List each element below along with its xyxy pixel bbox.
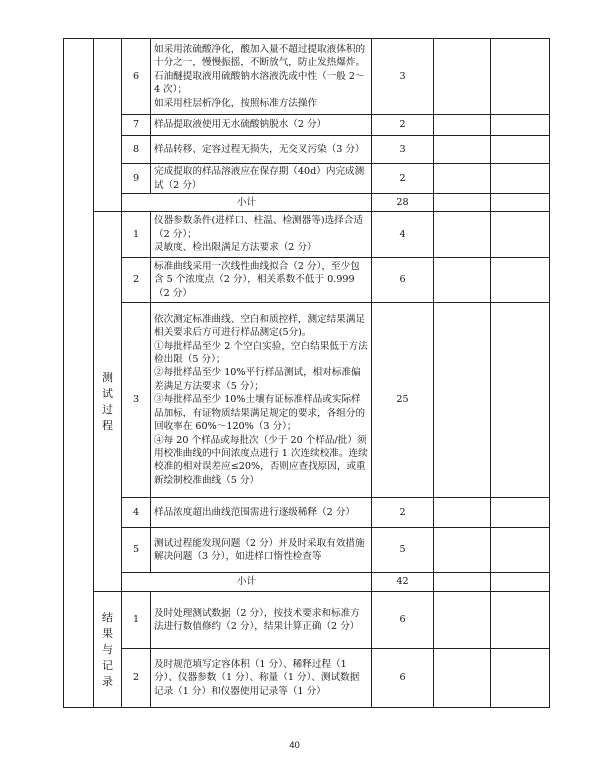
- section-char: 录: [102, 674, 113, 688]
- page-number: 40: [289, 740, 300, 751]
- item-number: 1: [122, 592, 151, 649]
- blank-cell: [434, 573, 491, 592]
- item-score: 4: [372, 212, 434, 258]
- item-score: 6: [372, 258, 434, 303]
- blank-cell: [434, 649, 491, 708]
- blank-cell: [491, 136, 550, 164]
- item-content: 标准曲线采用一次线性曲线拟合（2 分），至少包含 5 个浓度点（2 分），相关系数不低于 0.999（2 分）: [151, 258, 372, 303]
- blank-cell: [491, 592, 550, 649]
- section-char: 记: [102, 658, 113, 672]
- blank-cell: [491, 39, 550, 115]
- table-row: [64, 164, 550, 194]
- item-score: 6: [372, 649, 434, 708]
- blank-cell: [491, 498, 550, 528]
- table-row: [64, 592, 550, 649]
- item-number: 2: [122, 649, 151, 708]
- subtotal-row: [64, 573, 550, 592]
- blank-cell: [434, 212, 491, 258]
- outer-left-cell: [64, 39, 94, 708]
- item-content: 如采用浓硫酸净化，酸加入量不超过提取液体积的十分之一，慢慢振摇，不断放气，防止发热爆炸。石油醚提取液用硫酸钠水溶液洗成中性（一般 2～4 次）； 如采用柱层析净化，按照标准方法操作: [151, 39, 372, 115]
- item-content: 依次测定标准曲线、空白和质控样，测定结果满足相关要求后方可进行样品测定(5分)。 ①每批样品至少 2 个空白实验，空白结果低于方法检出限（5 分）； ②每批样品至少 10%平行样品测试，相对标准偏差满足方法要求（5 分）； ③每批样品至少 10%土壤有证标准样品或实际样品加标，有证物质结果满足规定的要求，各组分的回收率在 60%～120%（3 分）； ④每 20 个样品或每批次（少于 20 个样品/批）须用校准曲线的中间浓度点进行 1 次连续校准。连续校准的相对误差应≤20%，否则应查找原因，或重新绘制校准曲线（5 分）: [151, 303, 372, 498]
- scoring-table: [63, 38, 550, 708]
- item-score: 3: [372, 136, 434, 164]
- section-label-results: [94, 592, 122, 708]
- item-number: 1: [122, 212, 151, 258]
- section-char: 过: [102, 402, 113, 416]
- section-cell-prep: [94, 39, 122, 212]
- blank-cell: [434, 115, 491, 136]
- item-content: 完成提取的样品溶液应在保存期（40d）内完成测试（2 分）: [151, 164, 372, 194]
- item-content: 仪器参数条件(进样口、柱温、检测器等)选择合适（2 分）； 灵敏度、检出限满足方法要求（2 分）: [151, 212, 372, 258]
- table-row: [64, 528, 550, 573]
- section-char: 结: [102, 610, 113, 624]
- item-score: 6: [372, 592, 434, 649]
- item-score: 5: [372, 528, 434, 573]
- table-row: [64, 39, 550, 115]
- section-char: 果: [102, 626, 113, 640]
- blank-cell: [434, 528, 491, 573]
- item-number: 9: [122, 164, 151, 194]
- blank-cell: [491, 115, 550, 136]
- blank-cell: [491, 194, 550, 212]
- blank-cell: [491, 573, 550, 592]
- item-content: 测试过程能发现问题（2 分）并及时采取有效措施解决问题（3 分），如进样口惰性检查等: [151, 528, 372, 573]
- blank-cell: [491, 528, 550, 573]
- item-number: 3: [122, 303, 151, 498]
- section-char: 与: [102, 642, 113, 656]
- section-label-testing: [94, 212, 122, 592]
- blank-cell: [434, 194, 491, 212]
- item-score: 25: [372, 303, 434, 498]
- item-score: 2: [372, 498, 434, 528]
- blank-cell: [434, 39, 491, 115]
- blank-cell: [491, 212, 550, 258]
- subtotal-value: 42: [372, 573, 434, 592]
- blank-cell: [434, 303, 491, 498]
- item-score: 3: [372, 39, 434, 115]
- item-number: 5: [122, 528, 151, 573]
- table-row: [64, 498, 550, 528]
- blank-cell: [491, 258, 550, 303]
- subtotal-row: [64, 194, 550, 212]
- table-row: [64, 303, 550, 498]
- table-row: [64, 136, 550, 164]
- blank-cell: [434, 136, 491, 164]
- table-row: [64, 649, 550, 708]
- blank-cell: [434, 498, 491, 528]
- subtotal-value: 28: [372, 194, 434, 212]
- blank-cell: [491, 649, 550, 708]
- section-char: 测: [102, 370, 113, 384]
- table-row: [64, 212, 550, 258]
- table-row: [64, 258, 550, 303]
- section-char: 程: [102, 418, 113, 432]
- blank-cell: [491, 164, 550, 194]
- item-score: 2: [372, 164, 434, 194]
- item-number: 7: [122, 115, 151, 136]
- subtotal-label: 小计: [122, 194, 372, 212]
- blank-cell: [491, 303, 550, 498]
- item-content: 及时规范填写定容体积（1 分）、稀释过程（1 分）、仪器参数（1 分）、称量（1 分）、测试数据记录（1 分）和仪器使用记录等（1 分）: [151, 649, 372, 708]
- item-score: 2: [372, 115, 434, 136]
- item-number: 4: [122, 498, 151, 528]
- subtotal-label: 小计: [122, 573, 372, 592]
- item-content: 样品提取液使用无水硫酸钠脱水（2 分）: [151, 115, 372, 136]
- section-char: 试: [102, 386, 113, 400]
- item-content: 及时处理测试数据（2 分），按技术要求和标准方法进行数值修约（2 分），结果计算正确（2 分）: [151, 592, 372, 649]
- blank-cell: [434, 258, 491, 303]
- item-number: 2: [122, 258, 151, 303]
- blank-cell: [434, 164, 491, 194]
- item-content: 样品转移、定容过程无损失，无交叉污染（3 分）: [151, 136, 372, 164]
- item-content: 样品浓度超出曲线范围需进行逐级稀释（2 分）: [151, 498, 372, 528]
- item-number: 8: [122, 136, 151, 164]
- blank-cell: [434, 592, 491, 649]
- table-row: [64, 115, 550, 136]
- item-number: 6: [122, 39, 151, 115]
